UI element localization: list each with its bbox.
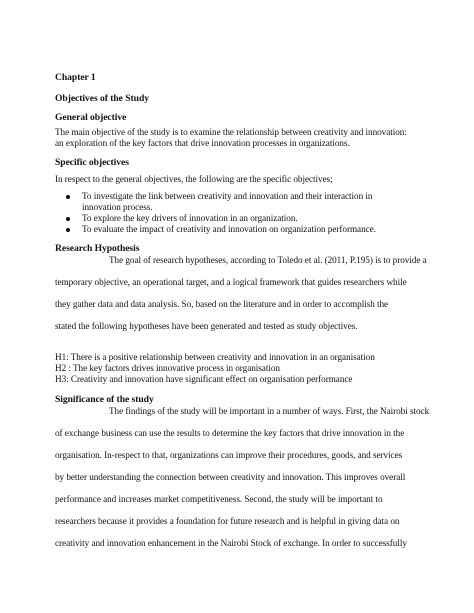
- significance-paragraph-line: creativity and innovation enhancement in the Nairobi Stock of exchange. In order to successfully: [55, 538, 407, 548]
- hypothesis-paragraph-line: they gather data and data analysis. So, based on the literature and in order to accomplish the: [55, 299, 389, 309]
- significance-paragraph-line: The findings of the study will be important in a number of ways. First, the Nairobi stock: [109, 406, 430, 416]
- research-hypothesis-heading: Research Hypothesis: [55, 243, 140, 254]
- hypothesis-paragraph-line: temporary objective, an operational target, and a logical framework that guides researchers while: [55, 277, 407, 287]
- hypothesis-h3: H3: Creativity and innovation have significant effect on organisation performance: [55, 374, 353, 384]
- specific-objectives-intro: In respect to the general objectives, the following are the specific objectives;: [55, 174, 333, 184]
- bullet-icon: [66, 195, 70, 199]
- specific-objectives-heading: Specific objectives: [55, 157, 129, 168]
- significance-paragraph-line: of exchange business can use the results to determine the key factors that drive innovation in the: [55, 428, 405, 438]
- specific-objective-item-continued: innovation process.: [82, 202, 153, 212]
- specific-objective-item: To investigate the link between creativity and innovation and their interaction in: [82, 191, 373, 201]
- specific-objective-item: To explore the key drivers of innovation in an organization.: [82, 213, 298, 223]
- hypothesis-paragraph-line: stated the following hypotheses have been generated and tested as study objectives.: [55, 321, 358, 331]
- hypothesis-h2: H2 : The key factors drives innovative process in organisation: [55, 363, 280, 373]
- specific-objective-item: To evaluate the impact of creativity and innovation on organization performance.: [82, 224, 376, 234]
- general-objective-line: The main objective of the study is to examine the relationship between creativity and innovation:: [55, 127, 407, 137]
- significance-paragraph-line: by better understanding the connection between creativity and innovation. This improves overall: [55, 472, 406, 482]
- bullet-icon: [66, 228, 70, 232]
- hypothesis-h1: H1: There is a positive relationship between creativity and innovation in an organisation: [55, 352, 375, 362]
- objectives-heading: Objectives of the Study: [55, 93, 149, 104]
- bullet-icon: [66, 217, 70, 221]
- general-objective-heading: General objective: [55, 112, 127, 123]
- significance-paragraph-line: researchers because it provides a foundation for future research and is helpful in giving data on: [55, 516, 400, 526]
- significance-paragraph-line: performance and increases market competitiveness. Second, the study will be important to: [55, 494, 383, 504]
- significance-heading: Significance of the study: [55, 394, 154, 405]
- hypothesis-paragraph-line: The goal of research hypotheses, according to Toledo et al. (2011, P.195) is to provide a: [109, 255, 427, 265]
- general-objective-line: an exploration of the key factors that drive innovation processes in organizations.: [55, 138, 350, 148]
- chapter-title: Chapter 1: [55, 72, 96, 83]
- significance-paragraph-line: organisation. In-respect to that, organizations can improve their procedures, goods, and services: [55, 450, 403, 460]
